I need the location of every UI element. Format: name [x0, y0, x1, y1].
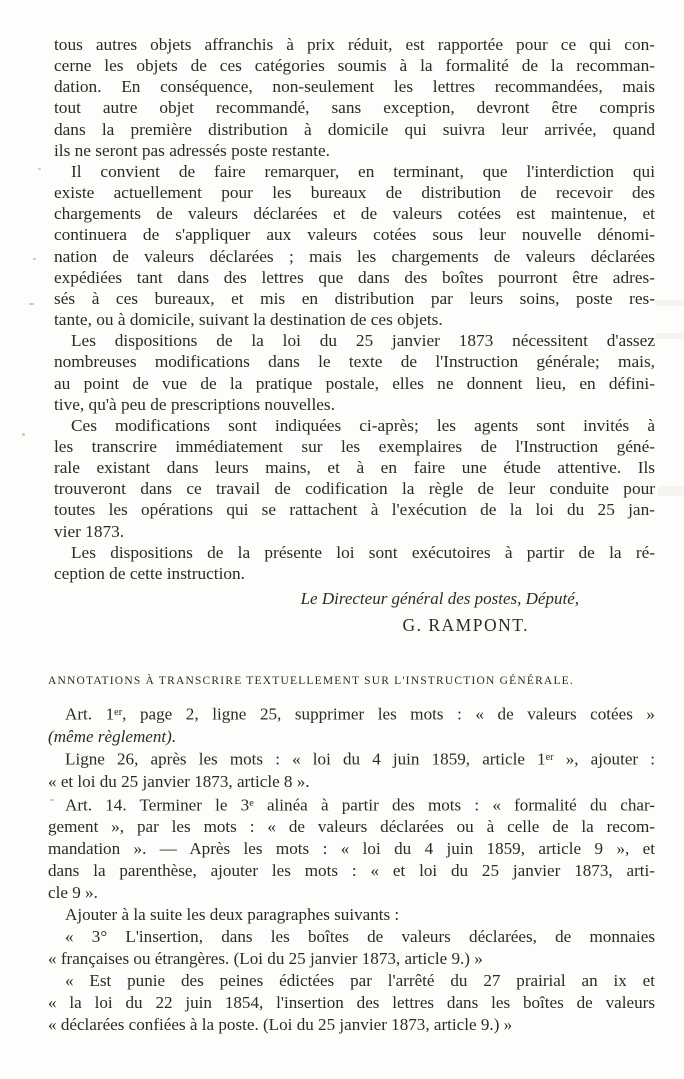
text-line	[54, 288, 655, 309]
paragraph	[48, 904, 655, 926]
text-line	[48, 970, 655, 992]
text-segment: tive, qu'à peu de prescriptions nouvelles.	[54, 394, 335, 414]
text-line	[48, 771, 655, 793]
text-segment: existe actuellement pour les bureaux de distribution de recevoir des	[54, 183, 655, 203]
signatory-title: Le Directeur général des postes, Député,	[300, 589, 579, 609]
text-line	[48, 838, 655, 860]
scan-speck	[22, 433, 25, 436]
annotations-heading: ANNOTATIONS À TRANSCRIRE TEXTUELLEMENT SUR L'INSTRUCTION GÉNÉRALE.	[48, 675, 574, 688]
text-line	[54, 436, 655, 457]
text-segment: Les dispositions de la loi du 25 janvier 1873 nécessitent d'assez	[71, 331, 655, 351]
text-segment: vier 1873.	[54, 521, 125, 541]
text-segment: cerne les objets de ces catégories soumis à la formalité de la recomman-	[54, 56, 655, 76]
text-segment: ception de cette instruction.	[54, 563, 245, 583]
text-line	[48, 1014, 655, 1036]
text-segment: Art. 14. Terminer le 3	[65, 795, 250, 815]
text-line	[54, 224, 655, 245]
text-line	[48, 816, 655, 838]
text-segment: dans la première distribution à domicile qui suivra leur arrivée, quand	[54, 119, 655, 139]
text-line	[54, 499, 655, 520]
text-segment: continuera de s'appliquer aux valeurs cotées sous leur nouvelle dénomi-	[54, 225, 655, 245]
text-line	[54, 309, 655, 330]
text-line	[48, 747, 655, 771]
text-line	[48, 926, 655, 948]
text-line	[48, 860, 655, 882]
text-line	[54, 351, 655, 372]
text-line	[54, 457, 655, 478]
text-segment: e	[249, 797, 254, 809]
text-segment: gement », par les mots : « de valeurs déclarées ou à celle de la recom-	[48, 817, 655, 837]
paragraph	[54, 34, 655, 161]
text-line	[54, 203, 655, 224]
text-line	[54, 182, 655, 203]
paragraph	[54, 330, 655, 415]
text-segment: mandation ». — Après les mots : « loi du 4 juin 1859, article 9 », et	[48, 839, 655, 859]
paragraph	[54, 161, 655, 330]
text-segment: dation. En conséquence, non-seulement les lettres recommandées, mais	[54, 77, 655, 97]
text-line	[54, 521, 655, 542]
text-line	[48, 702, 655, 726]
scan-speck	[38, 168, 41, 170]
scan-speck	[33, 258, 36, 260]
text-segment: « et loi du 25 janvier 1873, article 8 ».	[48, 772, 310, 791]
text-line	[54, 246, 655, 267]
text-segment: trouveront dans ce travail de codification la règle de leur conduite pour	[54, 479, 655, 499]
scan-edge-artifact	[656, 300, 684, 306]
body-paragraphs	[54, 34, 655, 584]
text-line	[48, 882, 655, 904]
text-segment: au point de vue de la pratique postale, elles ne donnent lieu, en défini-	[54, 373, 655, 393]
text-segment: « Est punie des peines édictées par l'arrêté du 27 prairial an ix et	[65, 970, 655, 990]
text-segment: Les dispositions de la présente loi sont exécutoires à partir de la ré-	[71, 542, 655, 562]
text-line	[54, 76, 655, 97]
text-line	[54, 478, 655, 499]
text-segment: Art. 1	[65, 704, 115, 724]
text-line	[54, 394, 655, 415]
text-line	[48, 992, 655, 1014]
annotations-block	[48, 702, 655, 1035]
text-line	[54, 119, 655, 140]
text-line	[54, 140, 655, 161]
text-line	[48, 793, 655, 817]
text-segment: alinéa à partir des mots : « formalité du char-	[253, 795, 655, 815]
text-line	[48, 726, 655, 748]
paragraph	[48, 970, 655, 1036]
text-line	[54, 415, 655, 436]
text-line	[54, 34, 655, 55]
text-line	[54, 55, 655, 76]
text-segment: tous autres objets affranchis à prix réduit, est rapportée pour ce qui con-	[54, 35, 655, 54]
text-segment: « 3° L'insertion, dans les boîtes de valeurs déclarées, de monnaies	[65, 926, 655, 946]
page-text-block	[48, 34, 655, 1035]
text-segment: dans la parenthèse, ajouter les mots : « et loi du 25 janvier 1873, arti-	[48, 861, 655, 881]
text-segment: expédiées tant dans des lettres que dans des boîtes pourront être adres-	[54, 267, 655, 287]
text-line	[54, 373, 655, 394]
text-segment: « déclarées confiées à la poste. (Loi du 25 janvier 1873, article 9.) »	[48, 1014, 513, 1034]
text-segment: er	[545, 752, 554, 764]
text-line	[54, 330, 655, 351]
text-line	[54, 563, 655, 584]
paragraph	[48, 926, 655, 970]
text-segment: chargements de valeurs déclarées et de valeurs cotées est maintenue, et	[54, 204, 655, 224]
text-segment: ils ne seront pas adressés poste restante.	[54, 140, 330, 160]
text-segment: cle 9 ».	[48, 883, 98, 903]
text-segment: Ces modifications sont indiquées ci-après; les agents sont invités à	[71, 415, 655, 435]
text-line	[54, 97, 655, 118]
paragraph	[54, 542, 655, 584]
scan-speck	[50, 799, 54, 801]
text-segment: tante, ou à domicile, suivant la destination de ces objets.	[54, 310, 443, 330]
paragraph	[48, 747, 655, 792]
scan-edge-artifact	[658, 486, 684, 496]
text-line	[54, 267, 655, 288]
text-segment: , page 2, ligne 25, supprimer les mots : « de valeurs cotées »	[122, 704, 655, 724]
text-segment: Ligne 26, après les mots : « loi du 4 juin 1859, article 1	[65, 750, 546, 770]
text-line	[48, 904, 655, 926]
scan-edge-artifact	[656, 333, 684, 339]
text-segment: tout autre objet recommandé, sans exception, devront être compris	[54, 98, 655, 118]
scan-speck	[29, 303, 34, 305]
text-segment: « françaises ou étrangères. (Loi du 25 janvier 1873, article 9.) »	[48, 948, 483, 968]
text-segment: Ajouter à la suite les deux paragraphes suivants :	[65, 905, 400, 925]
text-line	[54, 542, 655, 563]
text-segment: er	[114, 707, 123, 719]
signatory-name: G. RAMPONT.	[402, 615, 529, 636]
text-line	[48, 948, 655, 970]
paragraph	[48, 702, 655, 747]
text-segment: sés à ces bureaux, et mis en distribution par leurs soins, poste res-	[54, 288, 655, 308]
text-segment: », ajouter :	[553, 750, 655, 770]
text-segment: rale existant dans leurs mains, et à en faire une étude attentive. Ils	[54, 458, 655, 478]
paragraph	[54, 415, 655, 542]
text-segment: nombreuses modifications dans le texte de l'Instruction générale; mais,	[54, 352, 655, 372]
text-segment: Il convient de faire remarquer, en terminant, que l'interdiction qui	[71, 161, 655, 181]
text-segment: (même règlement).	[48, 726, 177, 746]
paragraph	[48, 793, 655, 904]
text-segment: « la loi du 22 juin 1854, l'insertion des lettres dans les boîtes de valeurs	[48, 992, 655, 1012]
text-segment: nation de valeurs déclarées ; mais les chargements de valeurs déclarées	[54, 246, 655, 266]
text-line	[54, 161, 655, 182]
text-segment: toutes les opérations qui se rattachent à l'exécution de la loi du 25 jan-	[54, 500, 655, 520]
text-segment: les transcrire immédiatement sur les exemplaires de l'Instruction géné-	[54, 436, 655, 456]
